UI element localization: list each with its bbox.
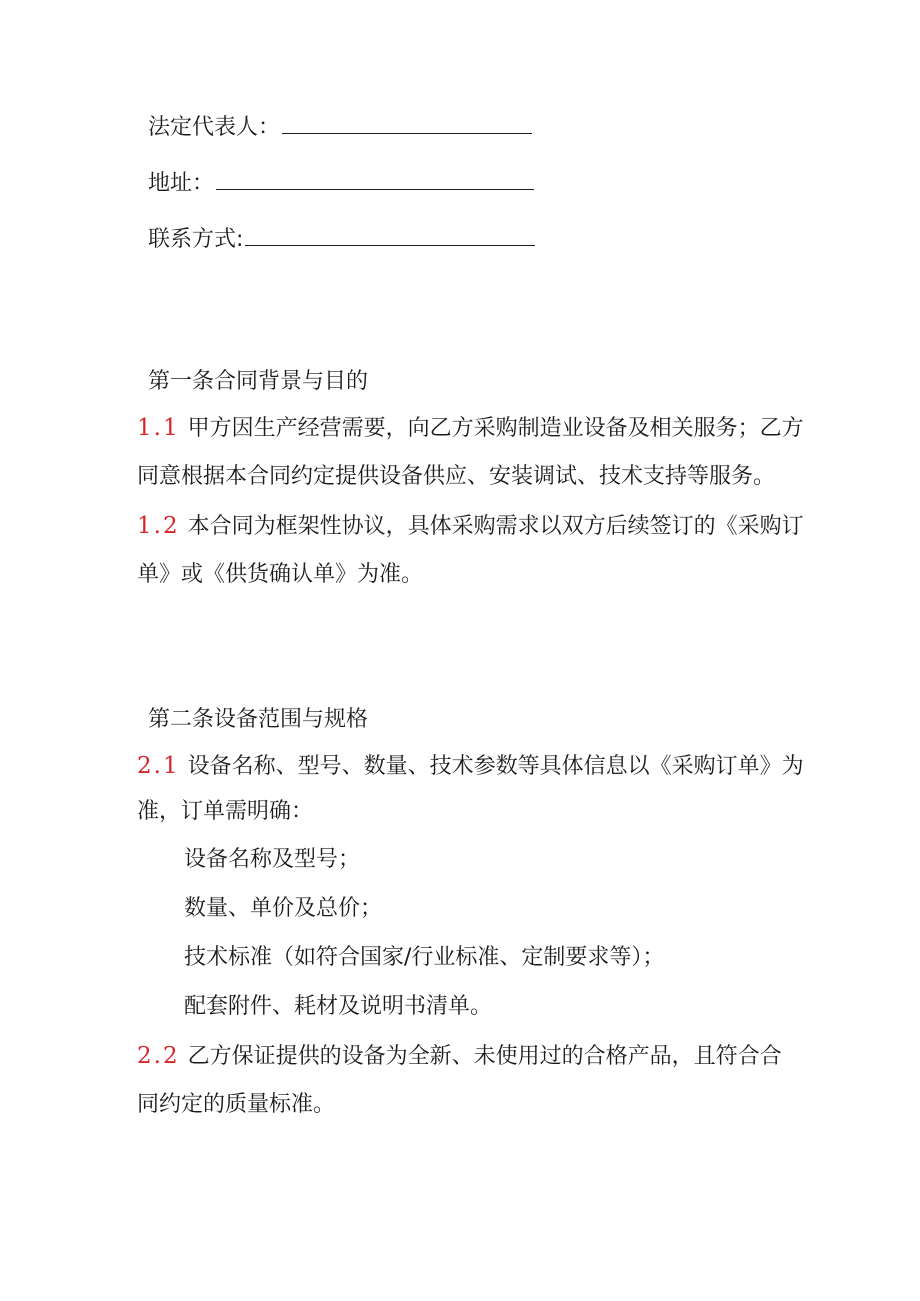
list-item: 设备名称及型号； bbox=[184, 847, 361, 872]
address-label: 地址： bbox=[148, 171, 215, 196]
legal-rep-blank bbox=[282, 111, 532, 134]
article1-clause1-line1 bbox=[137, 413, 804, 444]
legal-rep-field bbox=[148, 111, 532, 143]
article1-clause2-line1 bbox=[137, 511, 804, 542]
contact-label: 联系方式: bbox=[148, 227, 244, 252]
article1-heading: 第一条合同背景与目的 bbox=[148, 369, 369, 394]
address-blank bbox=[216, 167, 534, 190]
article1-clause1-line2: 同意根据本合同约定提供设备供应、安装调试、技术支持等服务。 bbox=[137, 464, 776, 489]
address-field bbox=[148, 167, 534, 199]
list-item: 配套附件、耗材及说明书清单。 bbox=[184, 994, 493, 1019]
clause-text: 设备名称、型号、数量、技术参数等具体信息以《采购订单》为 bbox=[187, 754, 804, 779]
article2-clause1-line1 bbox=[137, 751, 804, 782]
article2-heading: 第二条设备范围与规格 bbox=[148, 707, 369, 732]
contact-blank bbox=[245, 223, 535, 246]
legal-rep-label: 法定代表人： bbox=[148, 115, 281, 140]
clause-number: 2.2 bbox=[137, 1043, 180, 1069]
list-item: 数量、单价及总价； bbox=[184, 896, 383, 921]
article2-clause2-line1 bbox=[137, 1041, 782, 1072]
clause-text: 本合同为框架性协议，具体采购需求以双方后续签订的《采购订 bbox=[187, 514, 804, 539]
clause-number: 1.1 bbox=[137, 415, 180, 441]
clause-text: 乙方保证提供的设备为全新、未使用过的合格产品，且符合合 bbox=[187, 1044, 782, 1069]
clause-number: 2.1 bbox=[137, 753, 180, 779]
list-item: 技术标准（如符合国家/行业标准、定制要求等）； bbox=[184, 945, 665, 970]
clause-number: 1.2 bbox=[137, 513, 180, 539]
article1-clause2-line2: 单》或《供货确认单》为准。 bbox=[137, 562, 424, 587]
article2-clause2-line2: 同约定的质量标准。 bbox=[137, 1092, 336, 1117]
clause-text: 甲方因生产经营需要，向乙方采购制造业设备及相关服务；乙方 bbox=[187, 416, 804, 441]
article2-clause1-line2: 准，订单需明确： bbox=[137, 799, 314, 824]
contact-field bbox=[148, 223, 535, 255]
